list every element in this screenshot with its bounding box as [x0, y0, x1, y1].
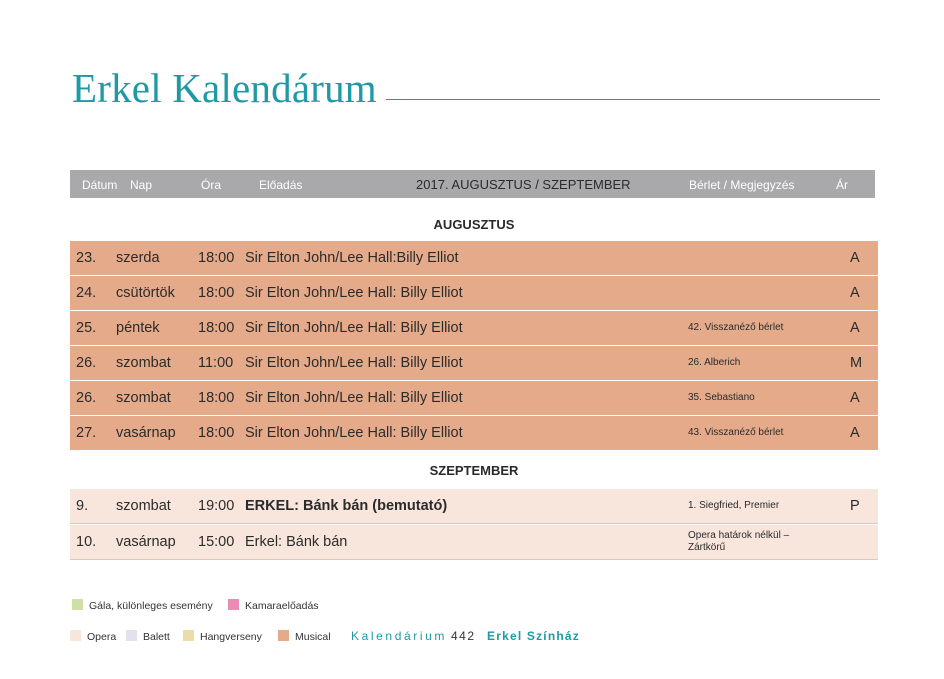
legend-label-chamber: Kamaraelőadás — [245, 600, 319, 612]
row-note: Opera határok nélkül – Zártkörű — [688, 530, 790, 553]
legend-swatch-opera — [70, 630, 81, 641]
row-day: péntek — [116, 320, 160, 336]
row-title: Sir Elton John/Lee Hall:Billy Elliot — [245, 250, 459, 266]
row-title: Erkel: Bánk bán — [245, 534, 348, 550]
row-time: 18:00 — [198, 425, 235, 441]
row-date: 23. — [76, 250, 97, 266]
table-row — [70, 525, 878, 560]
page-number: 442 — [451, 629, 476, 643]
row-title: Sir Elton John/Lee Hall: Billy Elliot — [245, 425, 463, 441]
row-title: ERKEL: Bánk bán (bemutató) — [245, 498, 448, 514]
legend-swatch-concert — [183, 630, 194, 641]
header-performance: Előadás — [259, 178, 303, 192]
legend-label-concert: Hangverseny — [200, 631, 262, 643]
footer-venue-name: Erkel Színház — [487, 629, 580, 643]
row-date: 27. — [76, 425, 97, 441]
row-title: Sir Elton John/Lee Hall: Billy Elliot — [245, 320, 463, 336]
header-date: Dátum — [82, 178, 118, 192]
row-day: vasárnap — [116, 425, 176, 441]
legend-swatch-gala — [72, 599, 83, 610]
row-time: 18:00 — [198, 320, 235, 336]
legend-label-ballet: Balett — [143, 631, 170, 643]
row-note: 42. Visszanéző bérlet — [688, 322, 784, 333]
row-price: A — [850, 425, 860, 441]
row-price: A — [850, 390, 860, 406]
row-day: szerda — [116, 250, 160, 266]
row-note: 26. Alberich — [688, 357, 741, 368]
page-title: Erkel Kalendárum — [72, 65, 377, 111]
title-rule — [386, 99, 880, 100]
row-time: 18:00 — [198, 390, 235, 406]
table-row — [70, 311, 878, 346]
row-day: szombat — [116, 390, 171, 406]
row-date: 9. — [76, 498, 89, 514]
row-title: Sir Elton John/Lee Hall: Billy Elliot — [245, 390, 463, 406]
row-title: Sir Elton John/Lee Hall: Billy Elliot — [245, 355, 463, 371]
row-time: 19:00 — [198, 498, 235, 514]
row-note: 1. Siegfried, Premier — [688, 500, 780, 511]
row-time: 11:00 — [198, 355, 234, 371]
legend-swatch-ballet — [126, 630, 137, 641]
legend-label-musical: Musical — [295, 631, 331, 643]
row-title: Sir Elton John/Lee Hall: Billy Elliot — [245, 285, 463, 301]
table-row — [70, 241, 878, 276]
header-month: 2017. AUGUSZTUS / SZEPTEMBER — [416, 177, 631, 192]
section-september: SZEPTEMBER — [429, 463, 519, 478]
row-price: A — [850, 250, 860, 266]
header-price: Ár — [836, 178, 848, 192]
table-row — [70, 381, 878, 416]
row-day: szombat — [116, 355, 171, 371]
row-price: P — [850, 498, 860, 514]
header-time: Óra — [201, 178, 222, 192]
row-date: 24. — [76, 285, 97, 301]
table-row — [70, 416, 878, 451]
row-time: 18:00 — [198, 285, 235, 301]
table-row — [70, 346, 878, 381]
legend-label-gala: Gála, különleges esemény — [89, 600, 213, 612]
legend-swatch-chamber — [228, 599, 239, 610]
table-row — [70, 489, 878, 524]
footer-section-name: Kalendárium — [351, 629, 447, 643]
row-price: M — [850, 355, 863, 371]
legend-swatch-musical — [278, 630, 289, 641]
section-august: AUGUSZTUS — [433, 217, 515, 232]
legend-label-opera: Opera — [87, 631, 117, 643]
row-date: 26. — [76, 390, 97, 406]
row-date: 26. — [76, 355, 97, 371]
table-row — [70, 276, 878, 311]
row-date: 10. — [76, 534, 97, 550]
header-day: Nap — [130, 178, 153, 192]
header-note: Bérlet / Megjegyzés — [689, 178, 795, 192]
row-price: A — [850, 285, 860, 301]
row-note: 35. Sebastiano — [688, 392, 755, 403]
row-day: szombat — [116, 498, 171, 514]
table-header — [70, 170, 875, 198]
row-date: 25. — [76, 320, 97, 336]
row-time: 18:00 — [198, 250, 235, 266]
row-price: A — [850, 320, 860, 336]
row-day: vasárnap — [116, 534, 176, 550]
row-time: 15:00 — [198, 534, 235, 550]
row-note: 43. Visszanéző bérlet — [688, 427, 784, 438]
row-day: csütörtök — [116, 285, 175, 301]
